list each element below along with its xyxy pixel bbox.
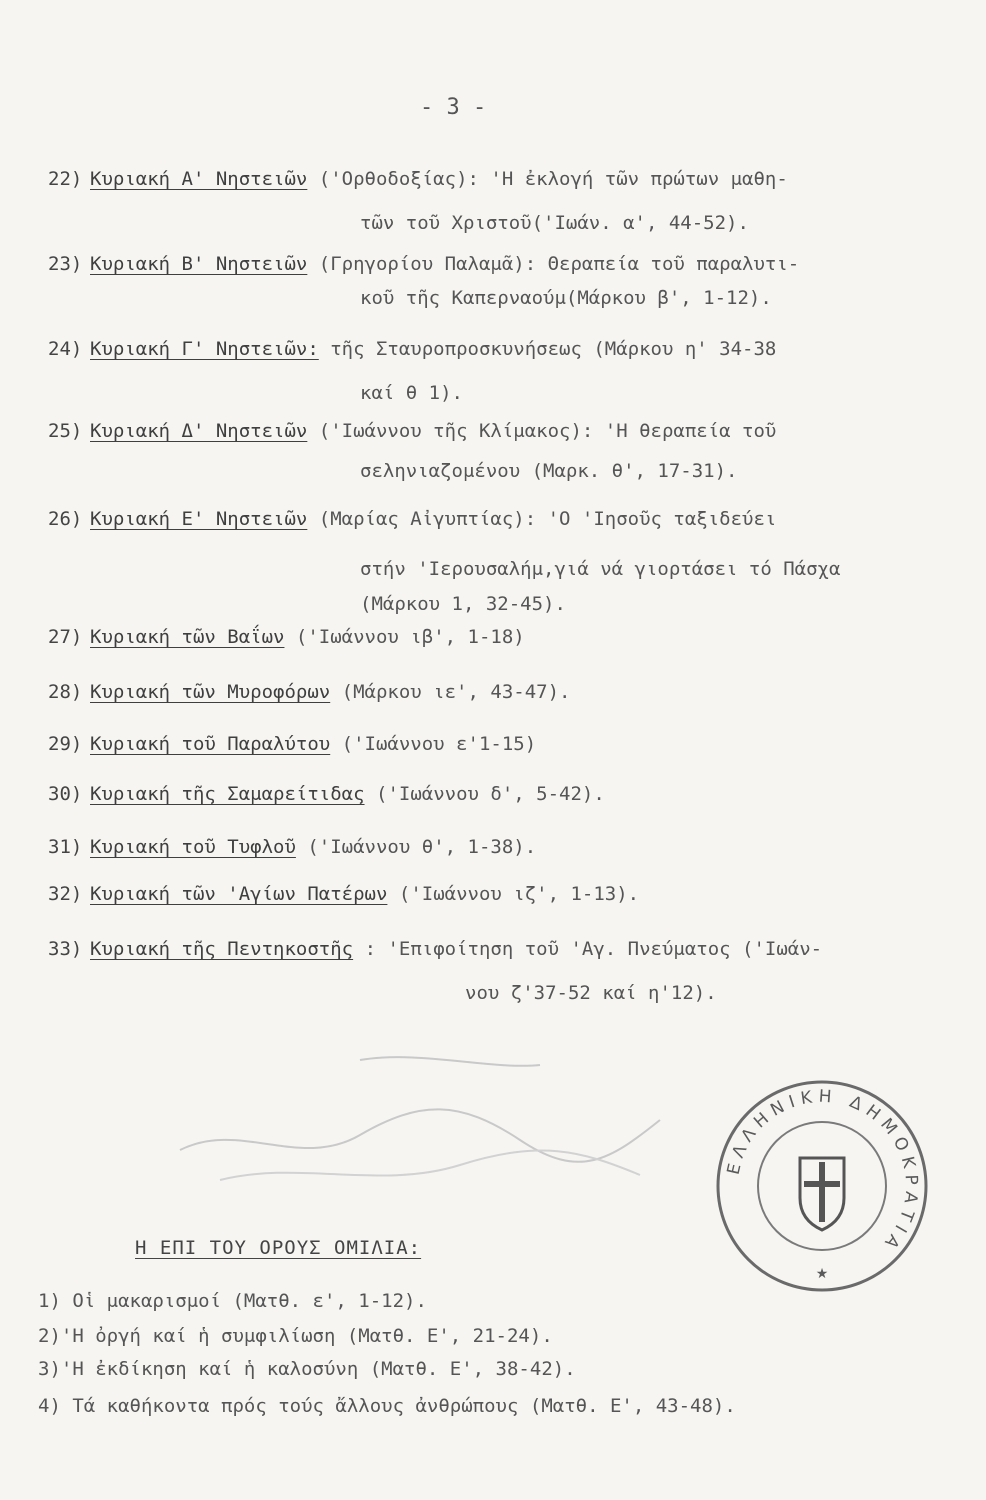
- list-item: [48, 885, 639, 904]
- entry-number: 25): [48, 420, 83, 442]
- entry-number: 30): [48, 783, 83, 805]
- list-item: [48, 735, 536, 754]
- list-item: [48, 785, 605, 804]
- entry-continuation: καί θ 1).: [360, 382, 463, 404]
- page-number: - 3 -: [420, 95, 487, 120]
- list-item: [48, 510, 776, 529]
- entry-number: 29): [48, 733, 83, 755]
- section-heading: Η ΕΠΙ ΤΟΥ ΟΡΟΥΣ ΟΜΙΛΙΑ:: [135, 1237, 422, 1259]
- entry-text: ('Ιωάννου ιζ', 1-13).: [398, 883, 640, 905]
- entry-title: Κυριακή Γ' Νηστειῶν:: [90, 338, 319, 360]
- entry-text: (Μάρκου ιε', 43-47).: [341, 681, 571, 703]
- entry-continuation: στήν 'Ιερουσαλήμ,γιά νά γιορτάσει τό Πάσχα: [360, 558, 841, 580]
- entry-continuation: νου ζ'37-52 καί η'12).: [465, 982, 717, 1004]
- entry-number: 27): [48, 626, 83, 648]
- entry-continuation: τῶν τοῦ Χριστοῦ('Ιωάν. α', 44-52).: [360, 212, 749, 234]
- list-item: 4) Τά καθήκοντα πρός τούς ἄλλους ἀνθρώπους (Ματθ. Ε', 43-48).: [38, 1395, 736, 1417]
- entry-continuation: κοῦ τῆς Καπερναούμ(Μάρκου β', 1-12).: [360, 287, 772, 309]
- entry-title: Κυριακή τῆς Πεντηκοστῆς: [90, 938, 354, 960]
- entry-title: Κυριακή Ε' Νηστειῶν: [90, 508, 308, 530]
- entry-number: 22): [48, 168, 83, 190]
- list-item: [48, 838, 536, 857]
- entry-text: (Μαρίας Αἰγυπτίας): 'Ο 'Ιησοῦς ταξιδεύει: [318, 508, 777, 530]
- list-item: [48, 422, 776, 441]
- entry-text: ('Ιωάννου τῆς Κλίμακος): 'Η θεραπεία τοῦ: [318, 420, 777, 442]
- entry-title: Κυριακή τῆς Σαμαρείτιδας: [90, 783, 365, 805]
- entry-text: ('Ιωάννου δ', 5-42).: [376, 783, 605, 805]
- svg-text:★: ★: [815, 1266, 829, 1282]
- entry-text: ('Ορθοδοξίας): 'Η ἐκλογή τῶν πρώτων μαθη-: [318, 168, 788, 190]
- entry-text: ('Ιωάννου θ', 1-38).: [307, 836, 537, 858]
- list-item: [48, 255, 799, 274]
- list-item: [48, 683, 570, 702]
- entry-text: : 'Επιφοίτηση τοῦ 'Αγ. Πνεύματος ('Ιωάν-: [364, 938, 823, 960]
- entry-number: 24): [48, 338, 83, 360]
- entry-number: 31): [48, 836, 83, 858]
- entry-title: Κυριακή τῶν Μυροφόρων: [90, 681, 331, 703]
- list-item: 2)'Η ὀργή καί ἡ συμφιλίωση (Ματθ. Ε', 21-24).: [38, 1325, 553, 1347]
- entry-title: Κυριακή Δ' Νηστειῶν: [90, 420, 308, 442]
- official-seal: [712, 1076, 932, 1296]
- entry-number: 26): [48, 508, 83, 530]
- list-item: 1) Οἱ μακαρισμοί (Ματθ. ε', 1-12).: [38, 1290, 427, 1312]
- entry-number: 32): [48, 883, 83, 905]
- seal-text: ΕΛΛΗΝΙΚΗ ΔΗΜΟΚΡΑΤΙΑ: [723, 1086, 922, 1257]
- signature-scribble: [160, 1040, 680, 1200]
- entry-continuation: (Μάρκου 1, 32-45).: [360, 593, 566, 615]
- entry-number: 28): [48, 681, 83, 703]
- list-item: [48, 940, 822, 959]
- entry-title: Κυριακή τῶν 'Αγίων Πατέρων: [90, 883, 388, 905]
- list-item: [48, 628, 525, 647]
- entry-title: Κυριακή τοῦ Παραλύτου: [90, 733, 331, 755]
- list-item: [48, 340, 776, 359]
- entry-text: ('Ιωάννου ιβ', 1-18): [295, 626, 525, 648]
- list-item: 3)'Η ἐκδίκηση καί ἡ καλοσύνη (Ματθ. Ε', 38-42).: [38, 1358, 576, 1380]
- entry-continuation: σεληνιαζομένου (Μαρκ. θ', 17-31).: [360, 460, 738, 482]
- entry-number: 23): [48, 253, 83, 275]
- entry-text: (Γρηγορίου Παλαμᾶ): Θεραπεία τοῦ παραλυτι-: [318, 253, 800, 275]
- entry-title: Κυριακή Α' Νηστειῶν: [90, 168, 308, 190]
- entry-title: Κυριακή τοῦ Τυφλοῦ: [90, 836, 296, 858]
- entry-text: ('Ιωάννου ε'1-15): [341, 733, 537, 755]
- entry-title: Κυριακή τῶν Βαΐων: [90, 626, 285, 648]
- list-item: [48, 170, 788, 189]
- entry-title: Κυριακή Β' Νηστειῶν: [90, 253, 308, 275]
- entry-number: 33): [48, 938, 83, 960]
- entry-text: τῆς Σταυροπροσκυνήσεως (Μάρκου η' 34-38: [330, 338, 777, 360]
